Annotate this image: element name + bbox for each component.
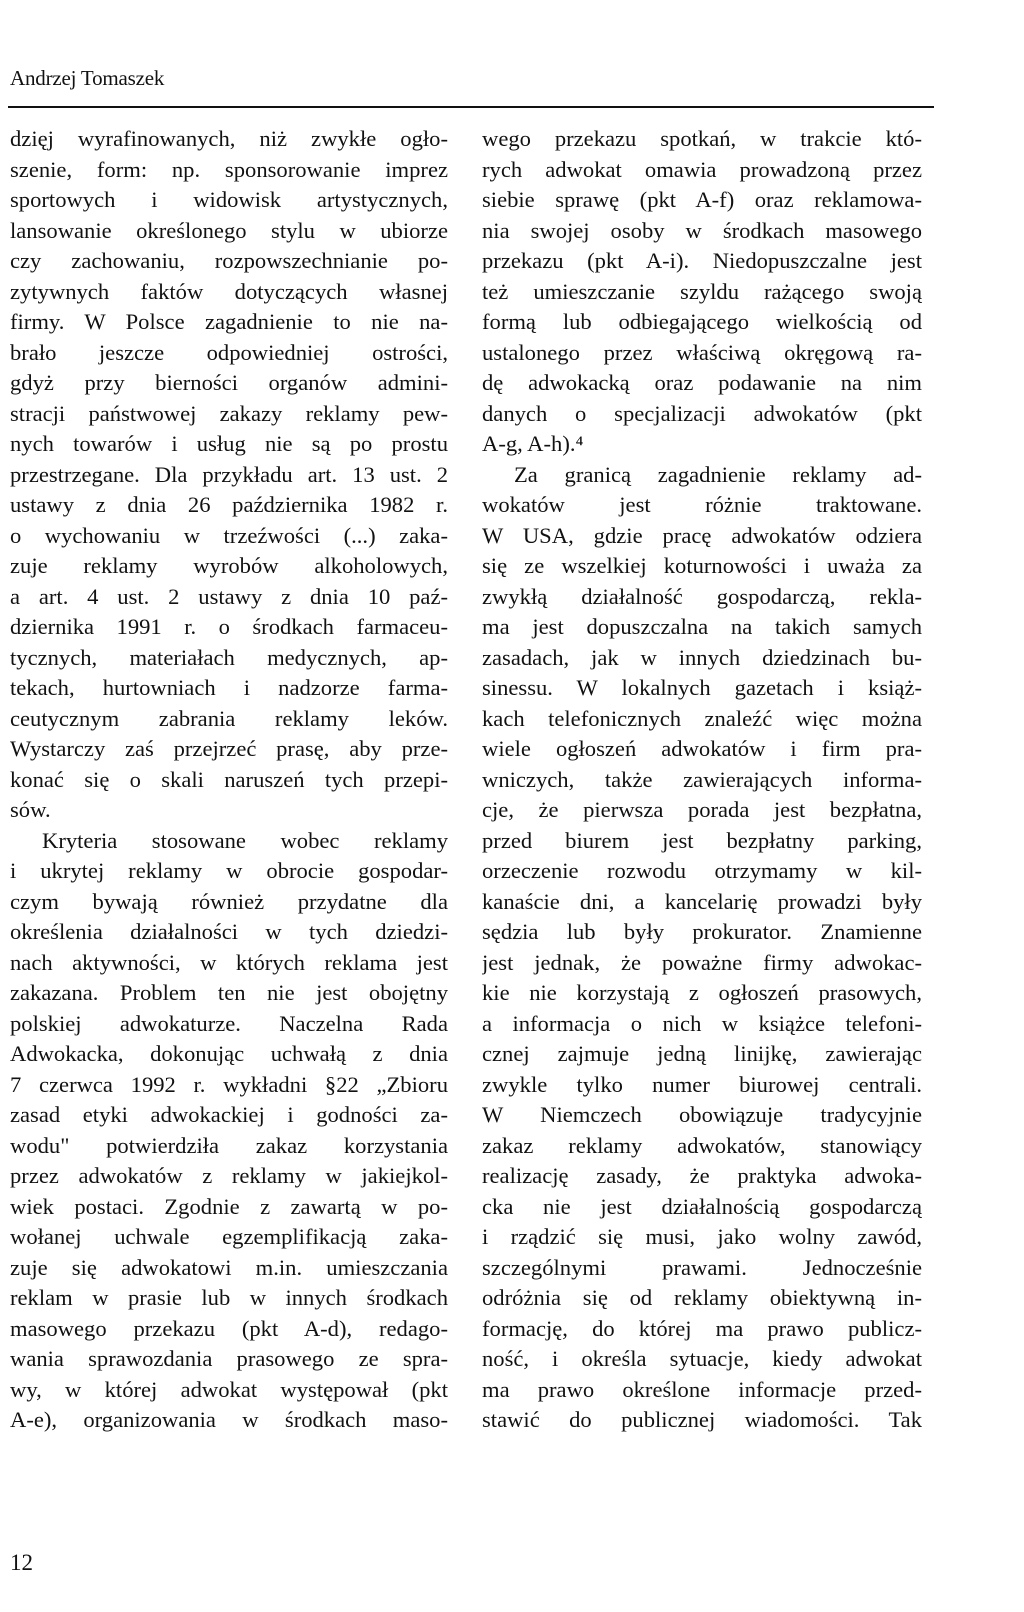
- text-line: firmy. W Polsce zagadnienie to nie na-: [10, 309, 448, 334]
- text-line: nach aktywności, w których reklama jest: [10, 949, 448, 975]
- text-line: kie nie korzystają z ogłoszeń prasowych,: [482, 980, 922, 1005]
- left-text-column: [10, 124, 448, 1436]
- text-line: i rządzić się musi, jako wolny zawód,: [482, 1224, 922, 1249]
- text-line: sów.: [10, 797, 51, 822]
- text-line: a informacja o nich w książce telefoni-: [482, 1010, 922, 1036]
- text-line: reklam w prasie lub w innych środkach: [10, 1285, 448, 1310]
- text-line: ceutycznym zabrania reklamy leków.: [10, 705, 448, 731]
- text-line: nych towarów i usług nie są po prostu: [10, 431, 448, 456]
- text-line: kach telefonicznych znaleźć więc można: [482, 705, 922, 731]
- text-line: zakaz reklamy adwokatów, stanowiący: [482, 1132, 922, 1158]
- text-line: zuje reklamy wyrobów alkoholowych,: [10, 553, 448, 578]
- text-line: wiele ogłoszeń adwokatów i firm pra-: [482, 736, 922, 761]
- text-line: odróżnia się od reklamy obiektywną in-: [482, 1285, 922, 1310]
- text-line: W Niemczech obowiązuje tradycyjnie: [482, 1102, 922, 1127]
- text-line: zasadach, jak w innych dziedzinach bu-: [482, 644, 922, 670]
- text-line: A-g, A-h).⁴: [482, 431, 584, 456]
- text-line: wodu" potwierdziła zakaz korzystania: [10, 1132, 448, 1158]
- text-line: jest jednak, że poważne firmy adwokac-: [482, 949, 922, 975]
- text-line: zuje się adwokatowi m.in. umieszczania: [10, 1254, 448, 1280]
- header-rule: [8, 106, 934, 108]
- text-line: orzeczenie rozwodu otrzymamy w kil-: [482, 858, 922, 883]
- text-line: a art. 4 ust. 2 ustawy z dnia 10 paź-: [10, 583, 448, 609]
- text-line: ustawy z dnia 26 października 1982 r.: [10, 492, 448, 517]
- text-line: brało jeszcze odpowiedniej ostrości,: [10, 339, 448, 365]
- text-line: przed biurem jest bezpłatny parking,: [482, 827, 922, 853]
- text-line: przekazu (pkt A-i). Niedopuszczalne jest: [482, 248, 922, 273]
- text-line: wego przekazu spotkań, w trakcie któ-: [482, 126, 922, 151]
- text-line: Adwokacka, dokonując uchwałą z dnia: [10, 1041, 448, 1066]
- text-line: o wychowaniu w trzeźwości (...) zaka-: [10, 522, 448, 548]
- running-head-author: Andrzej Tomaszek: [10, 66, 165, 90]
- text-line: siebie sprawę (pkt A-f) oraz reklamowa-: [482, 187, 922, 212]
- text-line: masowego przekazu (pkt A-d), redago-: [10, 1315, 448, 1341]
- text-line: zytywnych faktów dotyczących własnej: [10, 278, 448, 304]
- text-line: i ukrytej reklamy w obrocie gospodar-: [10, 858, 448, 883]
- text-line: nia swojej osoby w środkach masowego: [482, 217, 922, 243]
- text-line: wiek postaci. Zgodnie z zawartą w po-: [10, 1193, 448, 1219]
- text-line: Kryteria stosowane wobec reklamy: [42, 827, 448, 853]
- text-line: wy, w której adwokat występował (pkt: [10, 1376, 448, 1402]
- text-line: danych o specjalizacji adwokatów (pkt: [482, 400, 922, 426]
- text-line: wokatów jest różnie traktowane.: [482, 492, 922, 517]
- text-line: zwykle tylko numer biurowej centrali.: [482, 1071, 922, 1097]
- text-line: cznej zajmuje jedną linijkę, zawierając: [482, 1041, 922, 1066]
- text-line: ność, i określa sytuacje, kiedy adwokat: [482, 1346, 922, 1371]
- text-line: przez adwokatów z reklamy w jakiejkol-: [10, 1163, 448, 1188]
- page-number: 12: [10, 1550, 33, 1575]
- text-line: wania sprawozdania prasowego ze spra-: [10, 1346, 448, 1371]
- text-line: dzięj wyrafinowanych, niż zwykłe ogło-: [10, 126, 448, 151]
- text-line: szenie, form: np. sponsorowanie imprez: [10, 156, 448, 182]
- text-line: polskiej adwokaturze. Naczelna Rada: [10, 1010, 448, 1036]
- text-line: gdyż przy bierności organów admini-: [10, 370, 448, 395]
- text-line: ustalonego przez właściwą okręgową ra-: [482, 339, 922, 365]
- text-line: W USA, gdzie pracę adwokatów odziera: [482, 522, 922, 548]
- text-line: się ze wszelkiej koturnowości i uważa za: [482, 553, 922, 578]
- text-line: realizację zasady, że praktyka adwoka-: [482, 1163, 922, 1188]
- text-line: tycznych, materiałach medycznych, ap-: [10, 644, 448, 670]
- text-line: ma jest dopuszczalna na takich samych: [482, 614, 922, 639]
- text-line: konać się o skali naruszeń tych przepi-: [10, 766, 448, 792]
- text-line: zwykłą działalność gospodarczą, rekla-: [482, 583, 922, 609]
- text-line: Za granicą zagadnienie reklamy ad-: [514, 461, 922, 487]
- text-line: wołanej uchwale egzemplifikacją zaka-: [10, 1224, 448, 1249]
- text-line: wniczych, także zawierających informa-: [482, 766, 922, 792]
- text-line: zasad etyki adwokackiej i godności za-: [10, 1102, 448, 1127]
- text-line: sinessu. W lokalnych gazetach i książ-: [482, 675, 922, 700]
- text-line: cje, że pierwsza porada jest bezpłatna,: [482, 797, 922, 822]
- text-line: Wystarczy zaś przejrzeć prasę, aby prze-: [10, 736, 448, 761]
- text-line: sędzia lub były prokurator. Znamienne: [482, 919, 922, 944]
- text-line: szczególnymi prawami. Jednocześnie: [482, 1254, 922, 1280]
- text-line: tekach, hurtowniach i nadzorze farma-: [10, 675, 448, 700]
- text-line: czy zachowaniu, rozpowszechnianie po-: [10, 248, 448, 273]
- text-line: określenia działalności w tych dziedzi-: [10, 919, 448, 944]
- text-line: dę adwokacką oraz podawanie na nim: [482, 370, 922, 395]
- right-text-column: [482, 124, 922, 1436]
- text-line: A-e), organizowania w środkach maso-: [10, 1407, 448, 1432]
- text-line: stawić do publicznej wiadomości. Tak: [482, 1407, 922, 1432]
- text-line: zakazana. Problem ten nie jest obojętny: [10, 980, 448, 1005]
- text-line: formą lub odbiegającego wielkością od: [482, 309, 922, 334]
- text-line: lansowanie określonego stylu w ubiorze: [10, 217, 448, 243]
- text-line: formację, do której ma prawo publicz-: [482, 1315, 922, 1341]
- text-line: kanaście dni, a kancelarię prowadzi były: [482, 888, 922, 914]
- text-line: rych adwokat omawia prowadzoną przez: [482, 156, 922, 182]
- text-line: stracji państwowej zakazy reklamy pew-: [10, 400, 448, 426]
- text-line: też umieszczanie szyldu rażącego swoją: [482, 278, 922, 304]
- text-line: cka nie jest działalnością gospodarczą: [482, 1193, 922, 1219]
- text-line: 7 czerwca 1992 r. wykładni §22 „Zbioru: [10, 1071, 448, 1097]
- text-line: czym bywają również przydatne dla: [10, 888, 448, 914]
- text-line: sportowych i widowisk artystycznych,: [10, 187, 448, 212]
- text-line: dziernika 1991 r. o środkach farmaceu-: [10, 614, 448, 639]
- text-line: ma prawo określone informacje przed-: [482, 1376, 922, 1402]
- text-line: przestrzegane. Dla przykładu art. 13 ust. 2: [10, 461, 448, 487]
